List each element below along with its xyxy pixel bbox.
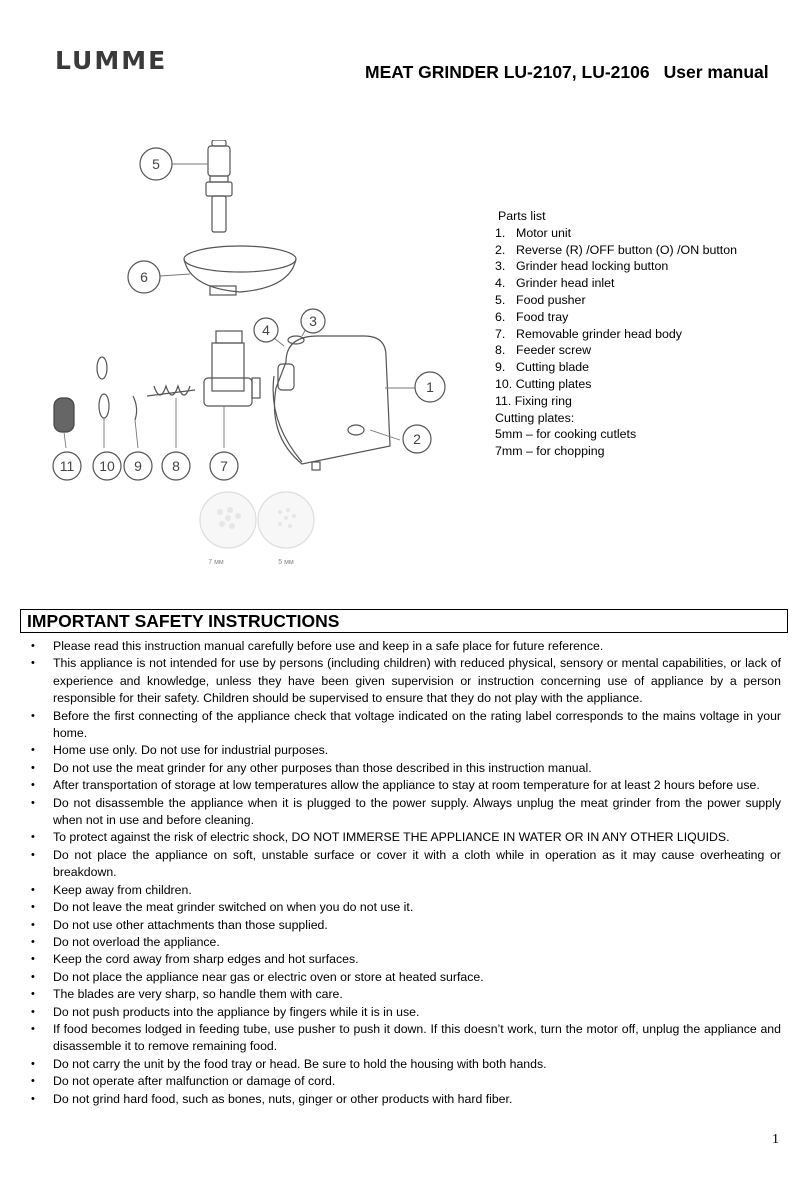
parts-list-items xyxy=(495,225,737,410)
cutting-plate-5mm: 5mm – for cooking cutlets xyxy=(495,427,637,442)
callout-9: 9 xyxy=(134,458,142,474)
list-item: 6. Food tray xyxy=(495,309,569,324)
list-item: 8. Feeder screw xyxy=(495,343,592,358)
list-item: • Keep away from children. xyxy=(30,882,781,899)
callout-7: 7 xyxy=(220,458,228,474)
safety-heading: IMPORTANT SAFETY INSTRUCTIONS xyxy=(27,611,340,631)
callout-5: 5 xyxy=(152,156,160,172)
callout-circles xyxy=(53,148,445,480)
cutting-plates-heading: Cutting plates: xyxy=(495,410,575,425)
food-tray-drawing xyxy=(184,246,296,295)
cutting-plate-7mm: 7mm – for chopping xyxy=(495,444,605,459)
list-item: • After transportation of storage at low temperatures allow the appliance to stay at room temperature for at least 2 hours before use. xyxy=(30,777,781,794)
manual-subtitle: User manual xyxy=(663,62,769,82)
fixing-ring-drawing xyxy=(54,398,74,432)
list-item: • Do not carry the unit by the food tray or head. Be sure to hold the housing with both hands. xyxy=(30,1056,781,1073)
list-item: 5. Food pusher xyxy=(495,292,586,307)
safety-heading-box xyxy=(20,609,788,633)
page-number: 1 xyxy=(772,1132,779,1147)
callout-3: 3 xyxy=(309,313,317,329)
list-item: • Do not disassemble the appliance when it is plugged to the power supply. Always unplug the meat grinder from the power supply when not in use and before cleaning. xyxy=(30,795,781,830)
parts-list xyxy=(495,208,737,460)
plate-label-7mm: 7 мм xyxy=(208,559,224,566)
list-item: 1. Motor unit xyxy=(495,225,572,240)
parts-list-heading: Parts list xyxy=(498,209,546,223)
callout-4: 4 xyxy=(262,322,270,338)
callout-11: 11 xyxy=(59,458,75,474)
list-item: • Do not use the meat grinder for any other purposes than those described in this instruction manual. xyxy=(30,760,781,777)
list-item: 11. Fixing ring xyxy=(495,393,572,408)
list-item: • Do not place the appliance on soft, unstable surface or cover it with a cloth while in operation as it may cause overheating or breakdown. xyxy=(30,847,781,882)
plate-label-5mm: 5 мм xyxy=(278,559,294,566)
list-item: 4. Grinder head inlet xyxy=(495,276,615,291)
callout-2: 2 xyxy=(413,431,421,447)
list-item: 2. Reverse (R) /OFF button (O) /ON button xyxy=(495,242,738,257)
list-item: • Do not push products into the appliance by fingers while it is in use. xyxy=(30,1004,781,1021)
list-item: • Do not place the appliance near gas or electric oven or store at heated surface. xyxy=(30,969,781,986)
list-item: • To protect against the risk of electric shock, DO NOT IMMERSE THE APPLIANCE IN WATER OR IN ANY OTHER LIQUIDS. xyxy=(30,829,781,846)
cutting-plates-drawing xyxy=(97,357,109,418)
list-item: • Do not overload the appliance. xyxy=(30,934,781,951)
list-item: • Keep the cord away from sharp edges and hot surfaces. xyxy=(30,951,781,968)
list-item: • If food becomes lodged in feeding tube, use pusher to push it down. If this doesn’t work, turn the motor off, unplug the appliance and disassemble it to remove remaining food. xyxy=(30,1021,781,1056)
grinder-head-drawing xyxy=(204,331,260,406)
callout-1: 1 xyxy=(426,379,434,395)
cutting-blade-drawing xyxy=(133,396,137,420)
plate-previews xyxy=(200,492,314,548)
list-item: • Home use only. Do not use for industrial purposes. xyxy=(30,742,781,759)
list-item: • This appliance is not intended for use by persons (including children) with reduced physical, sensory or mental capabilities, or lack of experience and knowledge, unless they have been given supervision or instruction concerning use of appliance by a person responsible for their safety. Children should be supervised to ensure that they do not play with the appliance. xyxy=(30,655,781,707)
brand-logo: LUMME xyxy=(55,46,168,75)
list-item: 9. Cutting blade xyxy=(495,360,590,375)
list-item: • Do not grind hard food, such as bones, nuts, ginger or other products with hard fiber. xyxy=(30,1091,781,1108)
document-title xyxy=(365,62,769,83)
list-item: • Do not use other attachments than those supplied. xyxy=(30,917,781,934)
list-item: • The blades are very sharp, so handle them with care. xyxy=(30,986,781,1003)
product-title: MEAT GRINDER LU-2107, LU-2106 xyxy=(365,62,650,82)
feeder-screw-drawing xyxy=(147,386,195,396)
callout-6: 6 xyxy=(140,269,148,285)
list-item: • Do not operate after malfunction or damage of cord. xyxy=(30,1073,781,1090)
safety-instructions-list xyxy=(30,638,781,1108)
meat-grinder-exploded-diagram xyxy=(40,140,460,580)
list-item: 7. Removable grinder head body xyxy=(495,326,683,341)
list-item: • Before the first connecting of the appliance check that voltage indicated on the rating label corresponds to the mains voltage in your home. xyxy=(30,708,781,743)
callout-8: 8 xyxy=(172,458,180,474)
motor-unit-drawing xyxy=(273,336,390,470)
list-item: • Please read this instruction manual carefully before use and keep in a safe place for future reference. xyxy=(30,638,781,655)
food-pusher-drawing xyxy=(206,140,232,232)
list-item: 3. Grinder head locking button xyxy=(495,259,669,274)
list-item: 10. Cutting plates xyxy=(495,376,592,391)
callout-10: 10 xyxy=(99,458,115,474)
list-item: • Do not leave the meat grinder switched on when you do not use it. xyxy=(30,899,781,916)
